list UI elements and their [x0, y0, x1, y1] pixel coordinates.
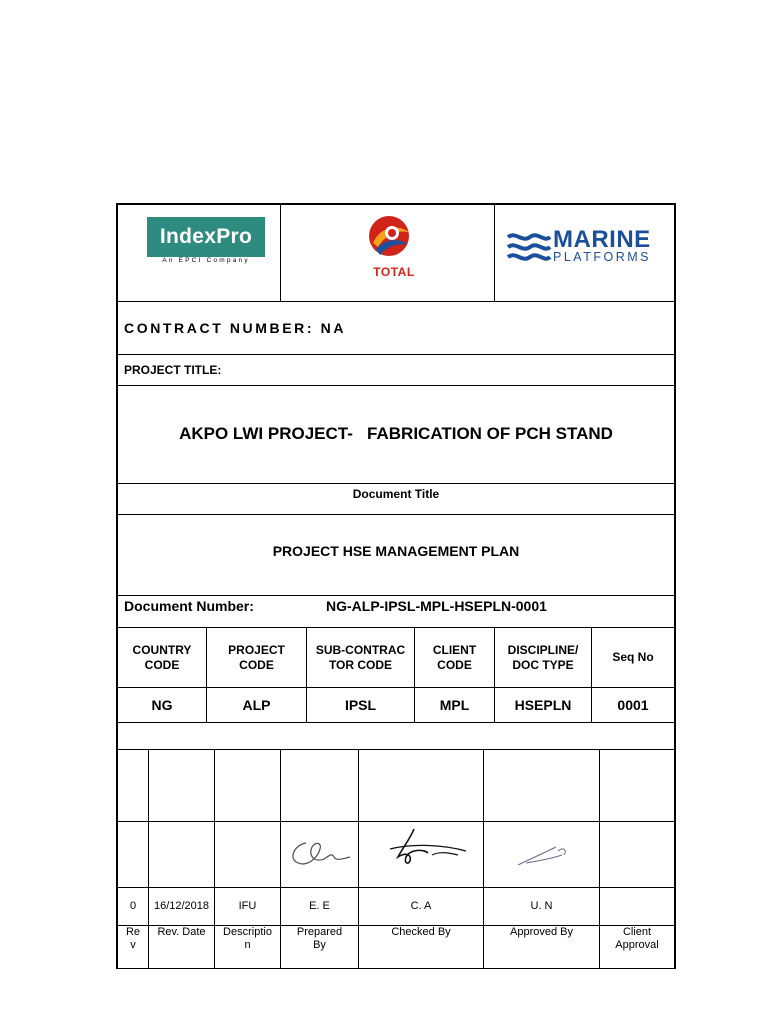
revision-header: Prepared By [296, 926, 343, 952]
revision-cell: U. N [530, 899, 553, 912]
code-header: COUNTRY CODE [132, 643, 192, 672]
revision-header: Description [223, 926, 272, 952]
code-header: Seq No [612, 650, 654, 665]
document-title-label: Document Title [352, 486, 440, 501]
revision-header: Checked By [391, 926, 451, 938]
code-value: 0001 [617, 696, 649, 713]
revision-cell: IFU [238, 899, 257, 912]
revision-cell: E. E [309, 899, 330, 912]
divider [494, 203, 495, 301]
waves-icon [506, 229, 552, 263]
document-cover-sheet [116, 203, 676, 969]
total-emblem-icon [366, 213, 416, 263]
revision-cell: C. A [410, 899, 432, 912]
divider [116, 722, 676, 723]
document-number: NG-ALP-IPSL-MPL-HSEPLN-0001 [326, 597, 547, 614]
code-header: PROJECT CODE [228, 643, 285, 672]
revision-cell: 0 [129, 899, 137, 912]
code-value: IPSL [344, 696, 377, 713]
approved-by-signature [514, 839, 574, 869]
divider [280, 203, 281, 301]
prepared-by-signature [286, 833, 356, 873]
code-header: DISCIPLINE/ DOC TYPE [507, 643, 579, 672]
total-logo-name: TOTAL [373, 265, 415, 279]
revision-header: Rev. Date [157, 926, 206, 938]
indexpro-logo-name: IndexPro [147, 217, 265, 257]
code-value: HSEPLN [514, 696, 572, 713]
code-header: CLIENT CODE [432, 643, 477, 672]
project-title: AKPO LWI PROJECT- FABRICATION OF PCH STAND [179, 424, 613, 444]
document-number-label: Document Number: [124, 597, 254, 614]
marine-logo-name: MARINE [553, 226, 651, 253]
code-header: SUB-CONTRACTOR CODE [315, 643, 406, 672]
marine-logo-sub: PLATFORMS [553, 250, 651, 264]
revision-cell [600, 888, 674, 925]
contract-number: CONTRACT NUMBER: NA [124, 319, 347, 336]
project-title-label: PROJECT TITLE: [124, 362, 222, 377]
indexpro-logo-tagline: An EPCI Company [162, 257, 250, 264]
revision-header: Rev [125, 926, 141, 952]
revision-cell: 16/12/2018 [153, 899, 210, 912]
document-title: PROJECT HSE MANAGEMENT PLAN [272, 542, 520, 559]
checked-by-signature [384, 823, 474, 869]
revision-header: Approved By [510, 926, 573, 938]
divider [116, 821, 676, 822]
divider [116, 749, 676, 750]
revision-header: Client Approval [615, 926, 659, 952]
code-value: MPL [439, 696, 470, 713]
code-value: ALP [242, 696, 271, 713]
code-value: NG [151, 696, 173, 713]
